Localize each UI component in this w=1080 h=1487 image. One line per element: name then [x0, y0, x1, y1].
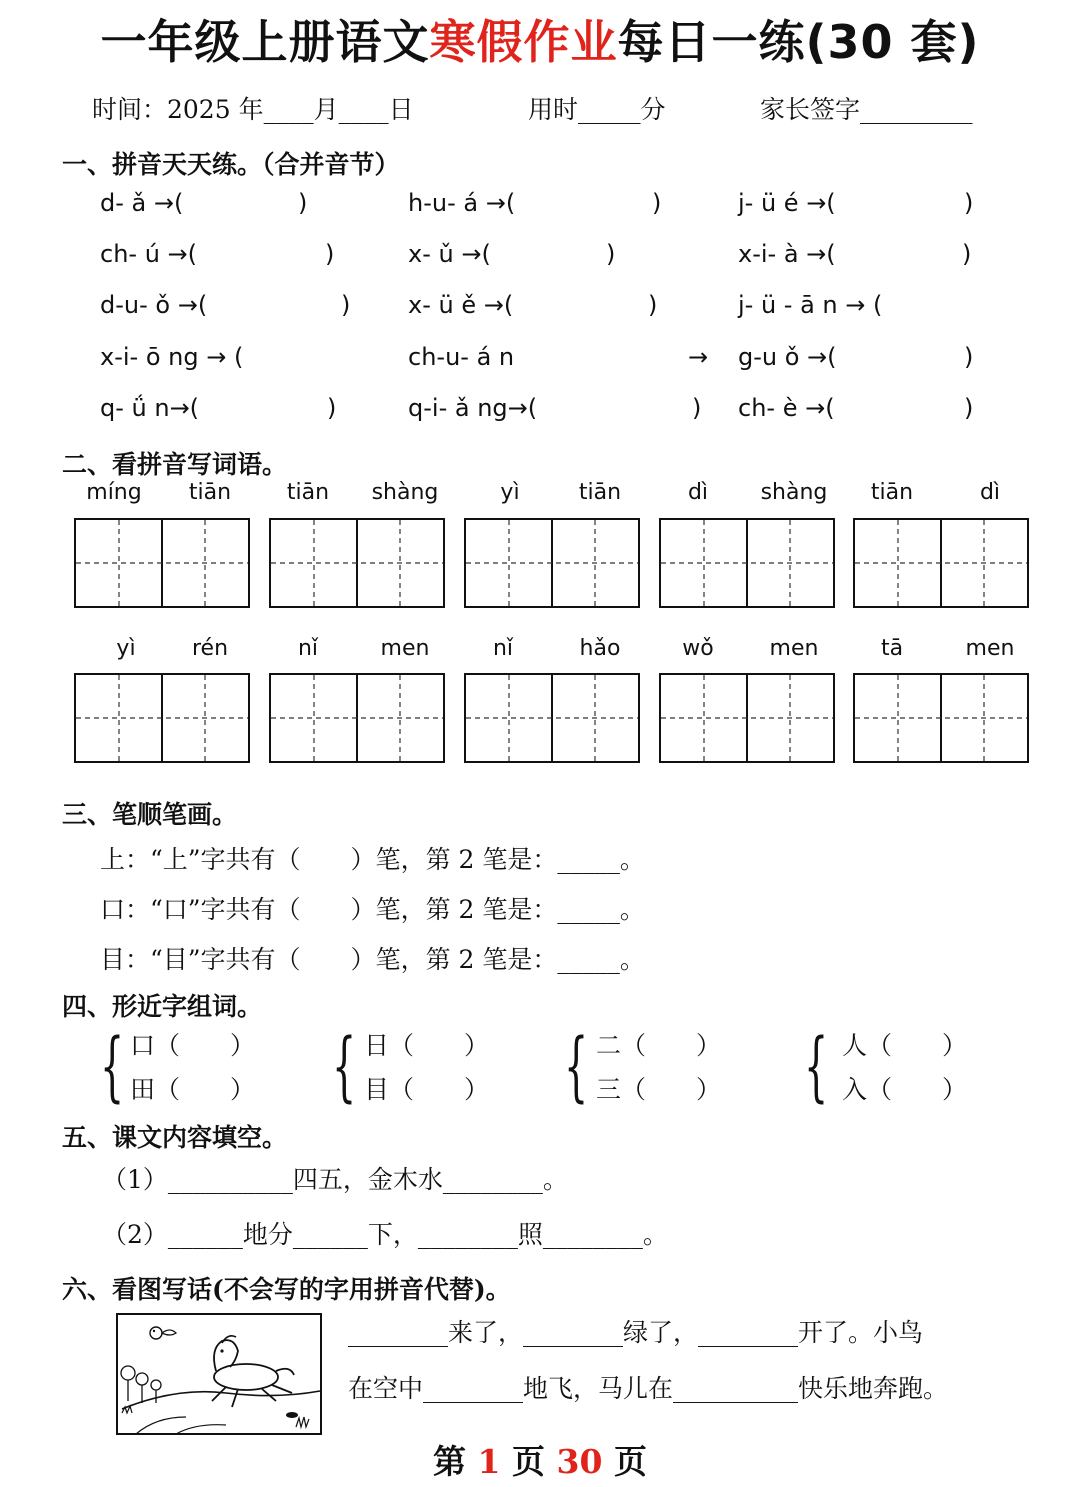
pinyin-item: ch-u- á n: [408, 343, 515, 371]
writing-grid[interactable]: [74, 518, 250, 608]
pinyin-item: q-i- ǎ ng→(: [408, 394, 538, 422]
char-blank: 口（ ）: [130, 1031, 256, 1060]
pinyin-item: ch- ú →(: [100, 240, 198, 268]
page-indicator: 第 1 页 30 页: [433, 1442, 647, 1481]
current-page: 1: [477, 1442, 501, 1481]
writing-line-1: ________来了，________绿了，________开了。小鸟: [348, 1318, 924, 1347]
char-blank: 二（ ）: [596, 1031, 722, 1060]
pinyin-label: yì: [116, 636, 136, 661]
pinyin-item: g-u ǒ →(: [738, 343, 837, 371]
close-paren: ): [964, 394, 974, 422]
pinyin-label: tiān: [286, 480, 330, 505]
writing-grid[interactable]: [853, 518, 1029, 608]
close-paren: ): [606, 240, 616, 268]
pinyin-item: d- ǎ →(: [100, 189, 184, 217]
fill-blank-2: （2）______地分______下，________照________。: [102, 1220, 668, 1249]
writing-grid[interactable]: [269, 673, 445, 763]
close-paren: ): [648, 291, 658, 319]
pinyin-label: nǐ: [297, 636, 319, 661]
writing-grid[interactable]: [464, 673, 640, 763]
writing-grid[interactable]: [659, 673, 835, 763]
pinyin-label: tiān: [188, 480, 232, 505]
close-paren: ): [327, 394, 337, 422]
writing-grid[interactable]: [74, 673, 250, 763]
close-paren: ): [325, 240, 335, 268]
section-3-heading: 三、笔顺笔画。: [62, 800, 238, 829]
brace-icon: {: [100, 1021, 125, 1110]
section-4-heading: 四、形近字组词。: [62, 992, 263, 1021]
pinyin-label: nǐ: [492, 636, 514, 661]
close-paren: ): [962, 240, 972, 268]
char-blank: 日（ ）: [364, 1031, 490, 1060]
section-1-heading: 一、拼音天天练。（合并音节）: [62, 150, 400, 179]
pinyin-label: men: [380, 636, 430, 661]
close-paren: ): [692, 394, 702, 422]
arrow: →: [688, 343, 709, 371]
pinyin-item: x- ü ě →(: [408, 291, 514, 319]
char-blank: 人（ ）: [842, 1031, 968, 1060]
pinyin-label: tiān: [578, 480, 622, 505]
duration-field: 用时_____分: [528, 95, 666, 124]
char-blank: 入（ ）: [842, 1075, 968, 1104]
pinyin-label: men: [965, 636, 1015, 661]
pinyin-label: hǎo: [579, 636, 621, 661]
pinyin-item: j- ü - ā n → (: [738, 291, 883, 319]
close-paren: ): [298, 189, 308, 217]
pinyin-label: rén: [191, 636, 229, 661]
brace-icon: {: [564, 1021, 589, 1110]
pinyin-item: x-i- ō ng → (: [100, 343, 244, 371]
pinyin-label: tiān: [870, 480, 914, 505]
close-paren: ): [652, 189, 662, 217]
pinyin-label: men: [769, 636, 819, 661]
pinyin-label: dì: [979, 480, 1001, 505]
pinyin-label: dì: [687, 480, 709, 505]
pinyin-item: q- ǘ n→(: [100, 394, 200, 422]
section-6-heading: 六、看图写话(不会写的字用拼音代替)。: [62, 1275, 511, 1304]
pinyin-item: h-u- á →(: [408, 189, 516, 217]
char-blank: 三（ ）: [596, 1075, 722, 1104]
char-blank: 目（ ）: [364, 1075, 490, 1104]
char-blank: 田（ ）: [130, 1075, 256, 1104]
pinyin-label: wǒ: [682, 636, 714, 661]
pinyin-item: d-u- ǒ →(: [100, 291, 208, 319]
pinyin-label: tā: [880, 636, 904, 661]
fill-blank-1: （1）__________四五，金木水________。: [102, 1165, 568, 1194]
parent-signature-field: 家长签字_________: [760, 95, 973, 124]
writing-grid[interactable]: [659, 518, 835, 608]
stroke-question: 口：“口”字共有（ ）笔，第 2 笔是：_____。: [100, 895, 645, 924]
stroke-question: 上：“上”字共有（ ）笔，第 2 笔是：_____。: [100, 845, 645, 874]
stroke-question: 目：“目”字共有（ ）笔，第 2 笔是：_____。: [100, 945, 645, 974]
pinyin-item: ch- è →(: [738, 394, 835, 422]
pinyin-label: shàng: [760, 480, 828, 505]
total-pages: 30: [556, 1442, 603, 1481]
close-paren: ): [341, 291, 351, 319]
close-paren: ): [964, 343, 974, 371]
pinyin-item: j- ü é →(: [738, 189, 836, 217]
pinyin-item: x-i- à →(: [738, 240, 836, 268]
writing-grid[interactable]: [464, 518, 640, 608]
close-paren: ): [964, 189, 974, 217]
writing-line-2: 在空中________地飞，马儿在__________快乐地奔跑。: [348, 1374, 949, 1403]
section-5-heading: 五、课文内容填空。: [62, 1123, 288, 1152]
brace-icon: {: [804, 1021, 829, 1110]
pinyin-label: míng: [86, 480, 142, 505]
picture-illustration: [116, 1313, 322, 1435]
writing-grid[interactable]: [269, 518, 445, 608]
pinyin-label: yì: [500, 480, 520, 505]
pinyin-label: shàng: [371, 480, 439, 505]
brace-icon: {: [332, 1021, 357, 1110]
section-2-heading: 二、看拼音写词语。: [62, 450, 288, 479]
page-title: 一年级上册语文寒假作业每日一练(30 套): [100, 15, 980, 69]
date-field: 时间：2025 年____月____日: [92, 95, 414, 124]
writing-grid[interactable]: [853, 673, 1029, 763]
pinyin-item: x- ǔ →(: [408, 240, 491, 268]
